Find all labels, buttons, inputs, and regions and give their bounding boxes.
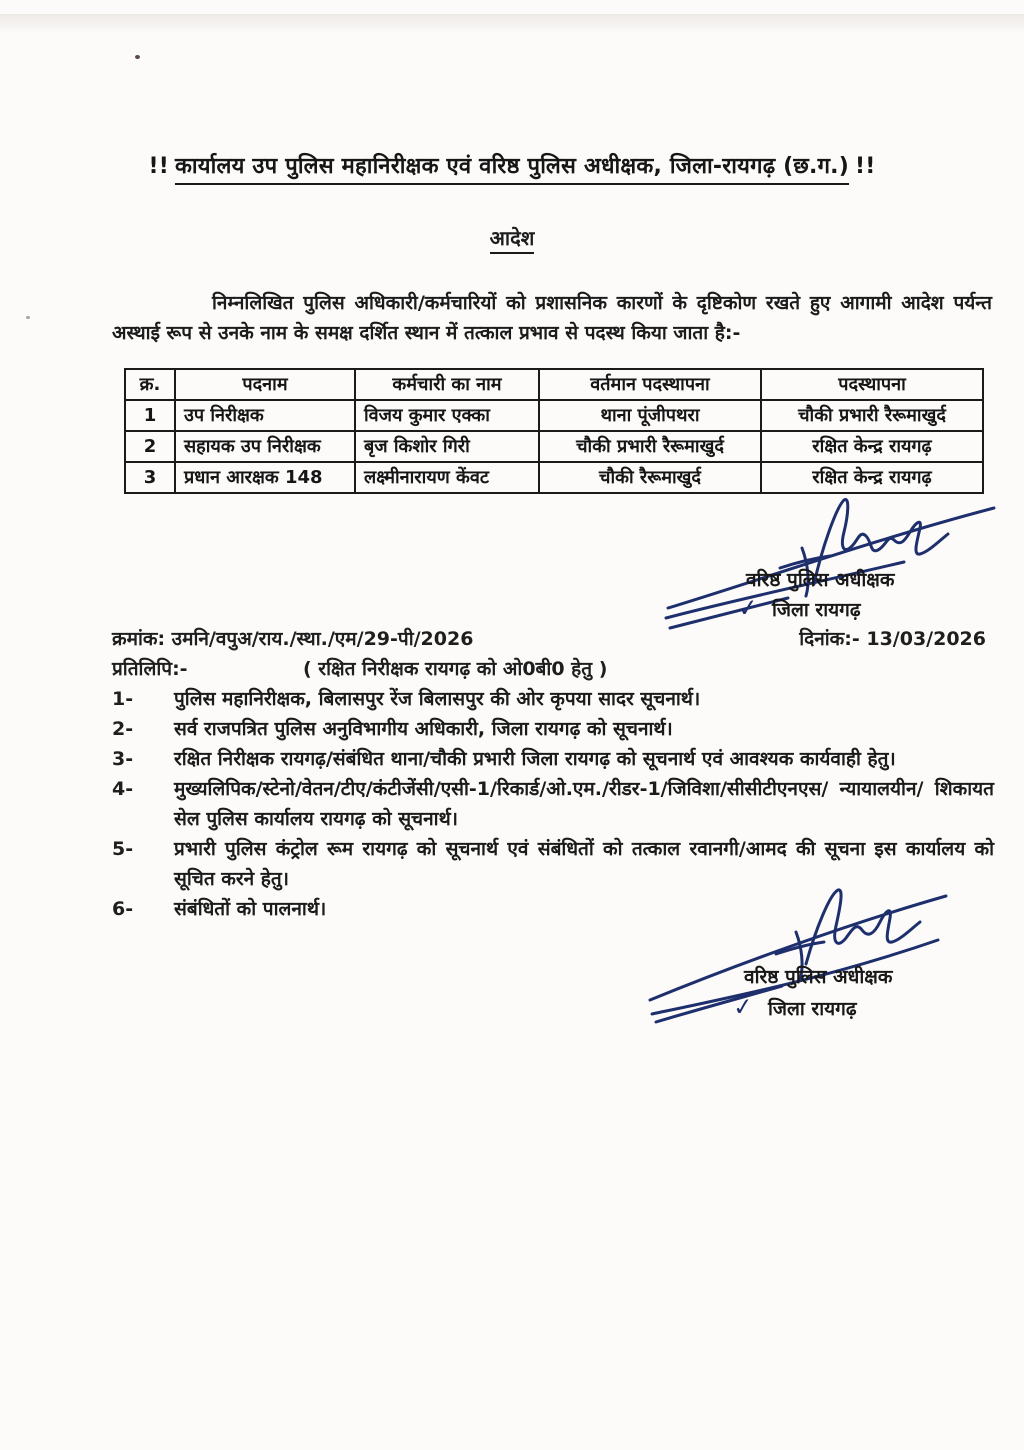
table-cell: रक्षित केन्द्र रायगढ़: [761, 462, 983, 493]
table-row: [125, 400, 983, 431]
list-item: [112, 744, 994, 774]
list-item: [112, 684, 994, 714]
copies-label: प्रतिलिपि:-: [112, 658, 188, 680]
scan-speck: [26, 316, 30, 319]
reference-number: क्रमांक: उमनि/वपुअ/राय./स्था./एम/29-पी/2026: [112, 628, 474, 650]
signature-checkmark-icon: ✓: [736, 593, 760, 623]
list-item: [112, 834, 994, 894]
list-item-text: सर्व राजपत्रित पुलिस अनुविभागीय अधिकारी, जिला रायगढ़ को सूचनार्थ।: [174, 718, 673, 740]
intro-paragraph: निम्नलिखित पुलिस अधिकारी/कर्मचारियों को प्रशासनिक कारणों के दृष्टिकोण रखते हुए आगामी आदेश पर्यन्त अस्थाई रूप से उनके नाम के समक्ष दर्शित स्थान में तत्काल प्रभाव से पदस्थ किया जाता है:-: [112, 292, 992, 344]
table-cell: बृज किशोर गिरी: [355, 431, 539, 462]
table-cell: 1: [125, 400, 175, 431]
table-cell: लक्ष्मीनारायण केंवट: [355, 462, 539, 493]
list-item: [112, 894, 994, 924]
table-cell: चौकी रैरूमाखुर्द: [539, 462, 761, 493]
table-cell: 2: [125, 431, 175, 462]
table-cell: चौकी प्रभारी रैरूमाखुर्द: [539, 431, 761, 462]
list-item-number: 4-: [112, 778, 134, 800]
list-item: [112, 774, 994, 834]
copies-list: [112, 684, 994, 924]
list-item-text: प्रभारी पुलिस कंट्रोल रूम रायगढ़ को सूचनार्थ एवं संबंधितों को तत्काल रवानगी/आमद की सूचना इस कार्यालय को सूचित करने हेतु।: [174, 838, 994, 890]
table-row: [125, 431, 983, 462]
list-item-text: रक्षित निरीक्षक रायगढ़/संबंधित थाना/चौकी प्रभारी जिला रायगढ़ को सूचनार्थ एवं आवश्यक कार्यवाही हेतु।: [174, 748, 896, 770]
table-header-cell: वर्तमान पदस्थापना: [539, 369, 761, 400]
table-cell: थाना पूंजीपथरा: [539, 400, 761, 431]
table-cell: प्रधान आरक्षक 148: [175, 462, 355, 493]
order-heading: आदेश: [0, 224, 1024, 251]
table-cell: सहायक उप निरीक्षक: [175, 431, 355, 462]
table-cell: विजय कुमार एक्का: [355, 400, 539, 431]
title-text: कार्यालय उप पुलिस महानिरीक्षक एवं वरिष्ठ पुलिस अधीक्षक, जिला-रायगढ़ (छ.ग.): [175, 154, 849, 185]
table-header-cell: क्र.: [125, 369, 175, 400]
signature-checkmark-icon: ✓: [731, 992, 755, 1022]
table-cell: 3: [125, 462, 175, 493]
scan-speck: [135, 55, 140, 59]
list-item-number: 2-: [112, 718, 134, 740]
signature-top-place: जिला रायगढ़: [772, 599, 861, 621]
table-cell: चौकी प्रभारी रैरूमाखुर्द: [761, 400, 983, 431]
table-header-cell: पदस्थापना: [761, 369, 983, 400]
scan-edge-shading: [0, 14, 1024, 34]
list-item: [112, 714, 994, 744]
signature-bottom-place: जिला रायगढ़: [768, 998, 857, 1020]
list-item-text: पुलिस महानिरीक्षक, बिलासपुर रेंज बिलासपुर की ओर कृपया सादर सूचनार्थ।: [174, 688, 701, 710]
title-prefix: !!: [148, 154, 170, 179]
order-date: दिनांक:- 13/03/2026: [799, 628, 986, 650]
list-item-number: 3-: [112, 748, 134, 770]
page-title: [0, 150, 1024, 180]
copies-note: ( रक्षित निरीक्षक रायगढ़ को ओ0बी0 हेतु ): [303, 658, 608, 680]
signature-bottom-role: वरिष्ठ पुलिस अधीक्षक: [744, 966, 893, 988]
table-header-row: [125, 369, 983, 400]
list-item-number: 1-: [112, 688, 134, 710]
signature-top-role: वरिष्ठ पुलिस अधीक्षक: [746, 569, 895, 591]
table-row: [125, 462, 983, 493]
table-header-cell: पदनाम: [175, 369, 355, 400]
table-cell: रक्षित केन्द्र रायगढ़: [761, 431, 983, 462]
table-header-cell: कर्मचारी का नाम: [355, 369, 539, 400]
list-item-number: 6-: [112, 898, 134, 920]
list-item-number: 5-: [112, 838, 134, 860]
table-cell: उप निरीक्षक: [175, 400, 355, 431]
title-suffix: !!: [854, 154, 876, 179]
posting-table: [124, 368, 984, 494]
list-item-text: संबंधितों को पालनार्थ।: [174, 898, 327, 920]
list-item-text: मुख्यलिपिक/स्टेनो/वेतन/टीए/कंटीजेंसी/एसी-1/रिकार्ड/ओ.एम./रीडर-1/जिविशा/सीसीटीएनएस/ न्यायालयीन/ शिकायत सेल पुलिस कार्यालय रायगढ़ को सूचनार्थ।: [174, 778, 994, 830]
